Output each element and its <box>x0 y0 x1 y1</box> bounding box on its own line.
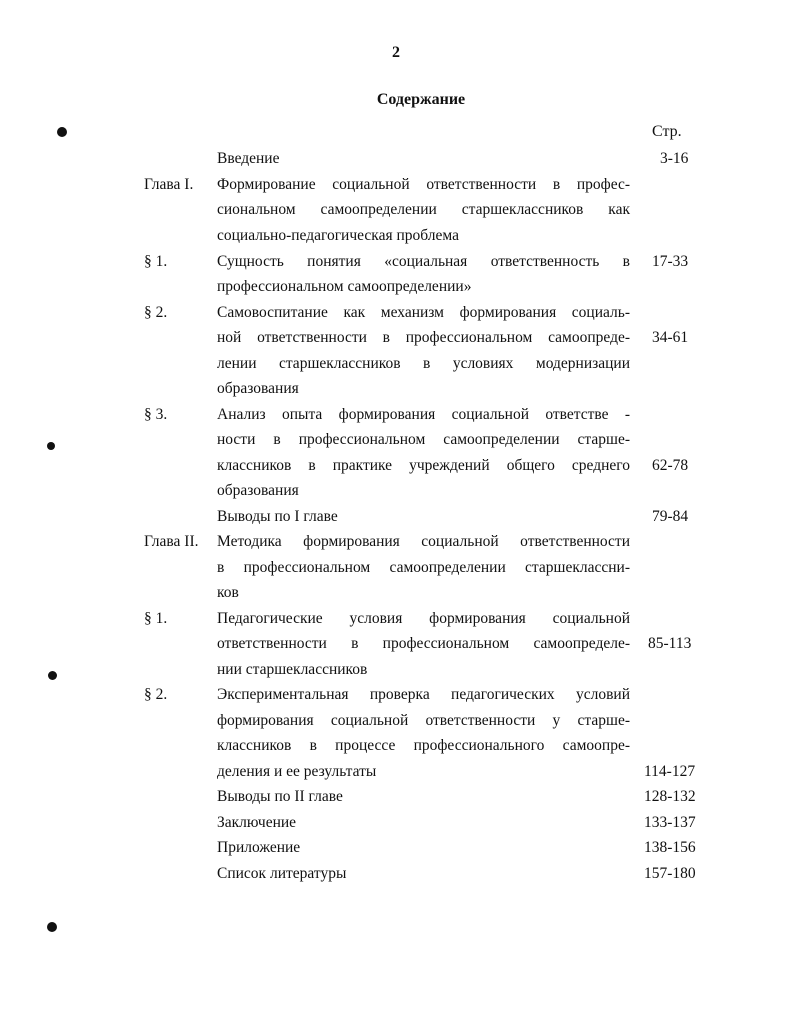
toc-entry-line: Формирование социальной ответственности в профес- <box>217 176 630 193</box>
toc-entry-line: ков <box>217 584 239 601</box>
toc-page: 62-78 <box>652 457 689 474</box>
page-number: 2 <box>392 44 400 61</box>
toc-page: 157-180 <box>644 865 696 882</box>
punch-hole-mark <box>48 671 57 680</box>
toc-marker-section: § 2. <box>144 686 168 703</box>
page-column-header: Стр. <box>652 123 682 140</box>
toc-entry-line: формирования социальной ответственности у старше- <box>217 712 630 729</box>
toc-page-intro: 3-16 <box>660 150 689 167</box>
toc-title: Содержание <box>376 91 466 108</box>
toc-page: 114-127 <box>644 763 696 780</box>
toc-marker-chapter-2: Глава II. <box>144 533 199 550</box>
punch-hole-mark <box>47 922 57 932</box>
toc-entry-line: образования <box>217 380 299 397</box>
toc-entry-intro: Введение <box>217 150 280 167</box>
toc-entry-line: образования <box>217 482 299 499</box>
toc-page: 133-137 <box>644 814 696 831</box>
toc-marker-section: § 1. <box>144 253 168 270</box>
toc-entry-line: Выводы по I главе <box>217 508 338 525</box>
toc-entry-line: в профессиональном самоопределении старшеклассни- <box>217 559 630 576</box>
toc-page: 128-132 <box>644 788 696 805</box>
toc-entry-line: сиональном самоопределении старшеклассников как <box>217 201 630 218</box>
toc-entry-line: Педагогические условия формирования социальной <box>217 610 630 627</box>
toc-entry-line: Список литературы <box>217 865 347 882</box>
toc-page: 85-113 <box>648 635 692 652</box>
toc-page: 34-61 <box>652 329 689 346</box>
toc-page: 17-33 <box>652 253 689 270</box>
toc-entry-line: классников в процессе профессионального самоопре- <box>217 737 630 754</box>
toc-entry-line: деления и ее результаты <box>217 763 377 780</box>
toc-entry-line: лении старшеклассников в условиях модернизации <box>217 355 630 372</box>
toc-marker-section: § 2. <box>144 304 168 321</box>
toc-entry-line: Сущность понятия «социальная ответственность в <box>217 253 630 270</box>
toc-entry-line: Выводы по II главе <box>217 788 343 805</box>
punch-hole-mark <box>47 442 55 450</box>
toc-entry-line: ответственности в профессиональном самоопределе- <box>217 635 630 652</box>
toc-marker-section: § 3. <box>144 406 168 423</box>
toc-entry-line: ной ответственности в профессиональном самоопреде- <box>217 329 630 346</box>
punch-hole-mark <box>57 127 67 137</box>
toc-entry-line: Экспериментальная проверка педагогических условий <box>217 686 630 703</box>
toc-page: 79-84 <box>652 508 689 525</box>
toc-marker-section: § 1. <box>144 610 168 627</box>
toc-entry-line: профессиональном самоопределении» <box>217 278 472 295</box>
toc-marker-chapter-1: Глава I. <box>144 176 194 193</box>
toc-entry-line: Методика формирования социальной ответственности <box>217 533 630 550</box>
toc-entry-line: нии старшеклассников <box>217 661 368 678</box>
toc-entry-line: Приложение <box>217 839 301 856</box>
toc-entry-line: Заключение <box>217 814 297 831</box>
toc-entry-line: ности в профессиональном самоопределении старше- <box>217 431 630 448</box>
toc-entry-line: Самовоспитание как механизм формирования социаль- <box>217 304 630 321</box>
toc-entry-line: Анализ опыта формирования социальной ответстве - <box>217 406 630 423</box>
toc-entry-line: социально-педагогическая проблема <box>217 227 459 244</box>
toc-page: 138-156 <box>644 839 696 856</box>
toc-entry-line: классников в практике учреждений общего среднего <box>217 457 630 474</box>
